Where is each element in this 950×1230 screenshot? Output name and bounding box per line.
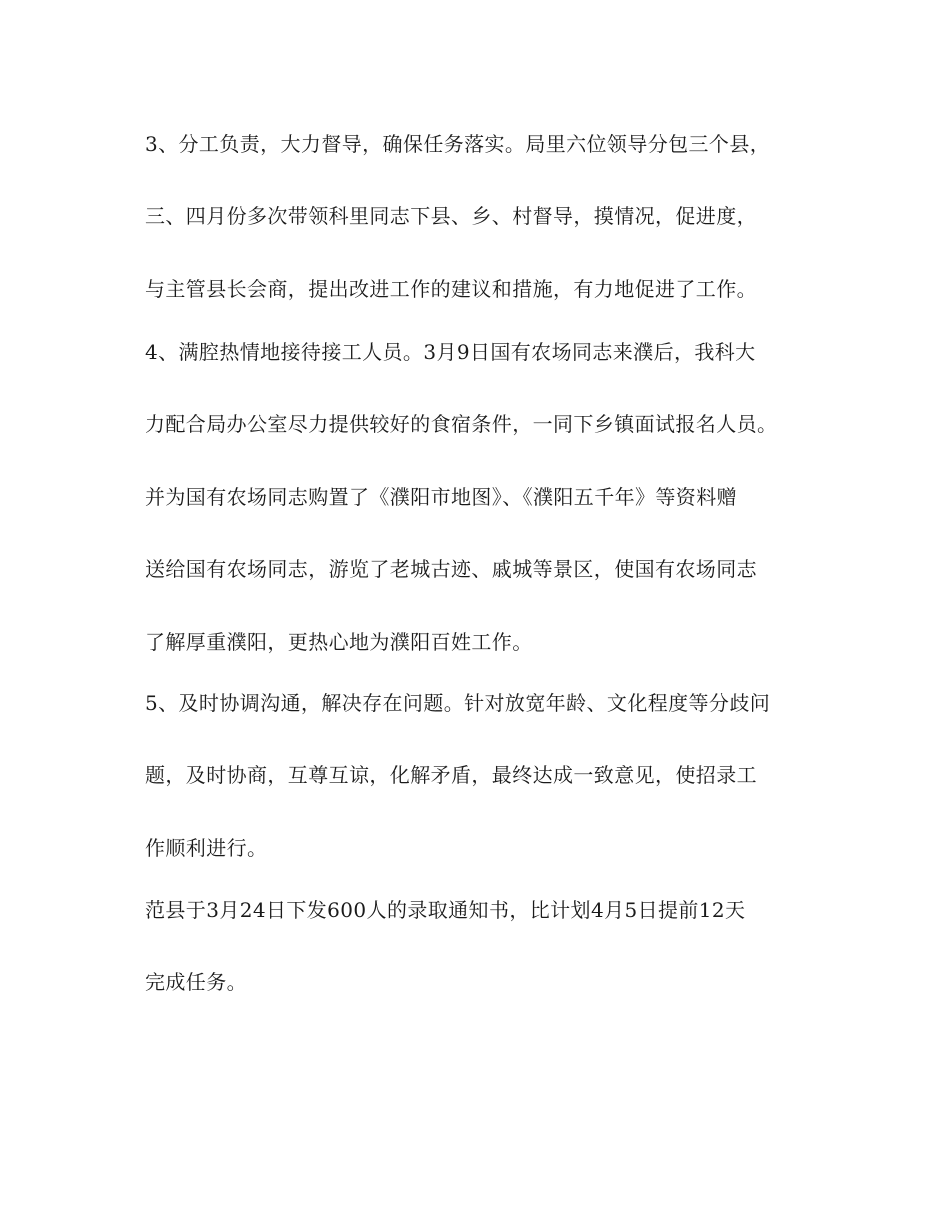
paragraph-line: 完成任务。 <box>145 970 247 994</box>
paragraph-line: 题，及时协商，互尊互谅，化解矛盾，最终达成一致意见，使招录工 <box>145 763 757 787</box>
paragraph-line: 范县于3月24日下发600人的录取通知书，比计划4月5日提前12天 <box>145 898 746 922</box>
paragraph-line: 了解厚重濮阳，更热心地为濮阳百姓工作。 <box>145 630 533 654</box>
paragraph-line: 5、及时协调沟通，解决存在问题。针对放宽年龄、文化程度等分歧问 <box>145 691 771 715</box>
paragraph-line: 3、分工负责，大力督导，确保任务落实。局里六位领导分包三个县， <box>145 132 771 156</box>
paragraph-line: 三、四月份多次带领科里同志下县、乡、村督导，摸情况，促进度， <box>145 204 757 228</box>
paragraph-line: 并为国有农场同志购置了《濮阳市地图》、《濮阳五千年》等资料赠 <box>145 485 737 509</box>
paragraph-line: 力配合局办公室尽力提供较好的食宿条件，一同下乡镇面试报名人员。 <box>145 412 778 436</box>
paragraph-line: 送给国有农场同志，游览了老城古迹、戚城等景区，使国有农场同志 <box>145 557 757 581</box>
paragraph-line: 4、满腔热情地接待接工人员。3月9日国有农场同志来濮后，我科大 <box>145 340 756 364</box>
paragraph-line: 作顺利进行。 <box>145 836 268 860</box>
paragraph-line: 与主管县长会商，提出改进工作的建议和措施，有力地促进了工作。 <box>145 277 757 301</box>
